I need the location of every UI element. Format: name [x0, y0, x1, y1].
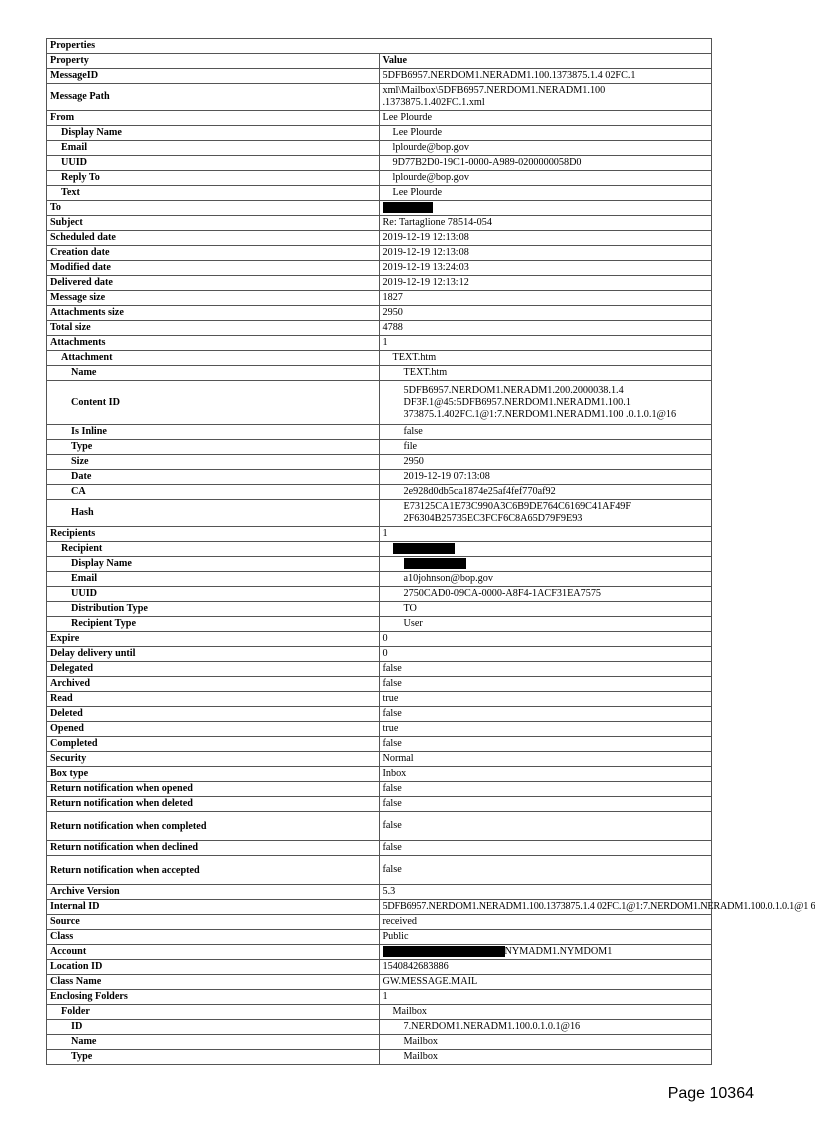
property-key: Total size [47, 321, 380, 336]
table-row [47, 662, 712, 677]
table-row [47, 291, 712, 306]
property-value: false [379, 662, 712, 677]
property-value: 2950 [379, 306, 712, 321]
property-value: 2019-12-19 12:13:08 [379, 231, 712, 246]
table-row [47, 930, 712, 945]
property-key: Archived [47, 677, 380, 692]
table-row [47, 84, 712, 111]
property-key: Date [47, 470, 380, 485]
property-key: Hash [47, 500, 380, 527]
property-key: Attachments size [47, 306, 380, 321]
table-row [47, 1020, 712, 1035]
table-row [47, 782, 712, 797]
table-row [47, 1035, 712, 1050]
property-value: Normal [379, 752, 712, 767]
property-value: true [379, 692, 712, 707]
property-key: Class [47, 930, 380, 945]
table-row [47, 632, 712, 647]
table-row [47, 425, 712, 440]
property-key: Text [47, 186, 380, 201]
property-key: From [47, 111, 380, 126]
table-row [47, 557, 712, 572]
property-key: Return notification when opened [47, 782, 380, 797]
table-row [47, 246, 712, 261]
property-key: UUID [47, 587, 380, 602]
redaction-box [393, 543, 455, 554]
header-property: Property [47, 54, 380, 69]
table-row [47, 306, 712, 321]
property-key: UUID [47, 156, 380, 171]
property-key: Email [47, 572, 380, 587]
table-row [47, 587, 712, 602]
table-row [47, 767, 712, 782]
property-value: 4788 [379, 321, 712, 336]
property-value: lplourde@bop.gov [379, 141, 712, 156]
property-key: Is Inline [47, 425, 380, 440]
page-number: Page 10364 [667, 1085, 754, 1102]
table-row [47, 186, 712, 201]
property-value: 5DFB6957.NERDOM1.NERADM1.100.1373875.1.4 02FC.1 [379, 69, 712, 84]
property-key: MessageID [47, 69, 380, 84]
property-value: false [379, 425, 712, 440]
table-row [47, 111, 712, 126]
table-row [47, 171, 712, 186]
property-key: CA [47, 485, 380, 500]
table-row [47, 856, 712, 885]
property-value: Lee Plourde [379, 126, 712, 141]
property-value: GW.MESSAGE.MAIL [379, 975, 712, 990]
property-value: 0 [379, 632, 712, 647]
property-value: 2019-12-19 07:13:08 [379, 470, 712, 485]
property-key: Reply To [47, 171, 380, 186]
property-value [379, 542, 712, 557]
property-value: false [379, 677, 712, 692]
property-value: 2e928d0db5ca1874e25af4fef770af92 [379, 485, 712, 500]
property-value: xml\Mailbox\5DFB6957.NERDOM1.NERADM1.100 .1373875.1.402FC.1.xml [379, 84, 712, 111]
property-key: Modified date [47, 261, 380, 276]
property-value [379, 201, 712, 216]
table-row [47, 336, 712, 351]
property-key: Folder [47, 1005, 380, 1020]
property-value: a10johnson@bop.gov [379, 572, 712, 587]
property-value: 2019-12-19 13:24:03 [379, 261, 712, 276]
property-key: Return notification when deleted [47, 797, 380, 812]
table-row [47, 261, 712, 276]
property-key: Account [47, 945, 380, 960]
redaction-box [383, 202, 433, 213]
table-row [47, 455, 712, 470]
property-value: Public [379, 930, 712, 945]
property-value [379, 381, 712, 425]
property-key: Return notification when completed [47, 812, 380, 841]
property-key: Attachments [47, 336, 380, 351]
property-value: 1 [379, 527, 712, 542]
table-row [47, 201, 712, 216]
table-row [47, 647, 712, 662]
property-value: file [379, 440, 712, 455]
table-row [47, 216, 712, 231]
table-row [47, 141, 712, 156]
table-row [47, 722, 712, 737]
property-value: received [379, 915, 712, 930]
property-key: Name [47, 1035, 380, 1050]
table-row [47, 841, 712, 856]
table-row [47, 542, 712, 557]
table-row [47, 960, 712, 975]
table-row [47, 752, 712, 767]
property-key: To [47, 201, 380, 216]
property-value: false [379, 856, 712, 885]
content-id-line: 373875.1.402FC.1@1:7.NERDOM1.NERADM1.100 .0.1.0.1@16 [403, 408, 677, 420]
table-row [47, 440, 712, 455]
property-value: false [379, 737, 712, 752]
property-key: ID [47, 1020, 380, 1035]
table-row [47, 602, 712, 617]
account-suffix: NYMADM1.NYMDOM1 [504, 946, 613, 957]
property-key: Return notification when declined [47, 841, 380, 856]
table-row [47, 797, 712, 812]
property-key: Recipients [47, 527, 380, 542]
property-key: Deleted [47, 707, 380, 722]
content-id-line: DF3F.1@45:5DFB6957.NERDOM1.NERADM1.100.1 [403, 396, 631, 408]
property-key: Scheduled date [47, 231, 380, 246]
property-key: Type [47, 440, 380, 455]
header-value: Value [379, 54, 712, 69]
property-key: Internal ID [47, 900, 380, 915]
table-title: Properties [47, 39, 712, 54]
property-key: Display Name [47, 557, 380, 572]
property-value: 9D77B2D0-19C1-0000-A989-0200000058D0 [379, 156, 712, 171]
property-value: 5DFB6957.NERDOM1.NERADM1.100.1373875.1.4 02FC.1@1:7.NERDOM1.NERADM1.100.0.1.0.1@1 6 [379, 900, 712, 915]
property-key: Enclosing Folders [47, 990, 380, 1005]
property-value [379, 945, 712, 960]
table-row [47, 812, 712, 841]
property-value: 5.3 [379, 885, 712, 900]
table-row [47, 1005, 712, 1020]
property-key: Display Name [47, 126, 380, 141]
property-value: Inbox [379, 767, 712, 782]
table-row [47, 572, 712, 587]
property-value: 7.NERDOM1.NERADM1.100.0.1.0.1@16 [379, 1020, 712, 1035]
property-value: false [379, 797, 712, 812]
table-row [47, 1050, 712, 1065]
property-value: Mailbox [379, 1005, 712, 1020]
table-row [47, 126, 712, 141]
table-row [47, 915, 712, 930]
property-value: false [379, 841, 712, 856]
property-value: 2950 [379, 455, 712, 470]
property-value: Lee Plourde [379, 186, 712, 201]
properties-table [46, 38, 815, 1065]
table-row [47, 900, 712, 915]
table-row [47, 945, 712, 960]
table-row [47, 707, 712, 722]
property-value: true [379, 722, 712, 737]
property-key: Location ID [47, 960, 380, 975]
property-value: false [379, 812, 712, 841]
property-key: Recipient Type [47, 617, 380, 632]
table-row [47, 885, 712, 900]
content-id-line: 5DFB6957.NERDOM1.NERADM1.200.2000038.1.4 [403, 384, 624, 396]
property-value: 1540842683886 [379, 960, 712, 975]
property-key: Subject [47, 216, 380, 231]
property-value: false [379, 782, 712, 797]
table-row [47, 527, 712, 542]
property-value: 2750CAD0-09CA-0000-A8F4-1ACF31EA7575 [379, 587, 712, 602]
property-key: Class Name [47, 975, 380, 990]
table-row [47, 677, 712, 692]
table-row [47, 381, 712, 425]
property-value: lplourde@bop.gov [379, 171, 712, 186]
property-key: Name [47, 366, 380, 381]
table-row [47, 366, 712, 381]
table-row [47, 351, 712, 366]
property-key: Delay delivery until [47, 647, 380, 662]
property-key: Recipient [47, 542, 380, 557]
property-key: Source [47, 915, 380, 930]
property-key: Box type [47, 767, 380, 782]
property-key: Message Path [47, 84, 380, 111]
property-value: Lee Plourde [379, 111, 712, 126]
redaction-box [383, 946, 505, 957]
property-value: 1 [379, 336, 712, 351]
property-value: Re: Tartaglione 78514-054 [379, 216, 712, 231]
table-row [47, 500, 712, 527]
table-row [47, 156, 712, 171]
property-key: Attachment [47, 351, 380, 366]
property-key: Creation date [47, 246, 380, 261]
property-key: Opened [47, 722, 380, 737]
table-row [47, 737, 712, 752]
property-value: User [379, 617, 712, 632]
property-key: Email [47, 141, 380, 156]
property-value: 1827 [379, 291, 712, 306]
property-value: Mailbox [379, 1035, 712, 1050]
property-value: 2019-12-19 12:13:08 [379, 246, 712, 261]
redaction-box [404, 558, 466, 569]
property-value: false [379, 707, 712, 722]
property-key: Size [47, 455, 380, 470]
table-row [47, 692, 712, 707]
property-key: Read [47, 692, 380, 707]
table-row [47, 470, 712, 485]
property-key: Distribution Type [47, 602, 380, 617]
property-key: Message size [47, 291, 380, 306]
property-key: Archive Version [47, 885, 380, 900]
property-key: Content ID [47, 381, 380, 425]
property-value: TO [379, 602, 712, 617]
property-value: 2019-12-19 12:13:12 [379, 276, 712, 291]
property-key: Delivered date [47, 276, 380, 291]
property-key: Completed [47, 737, 380, 752]
property-value: E73125CA1E73C990A3C6B9DE764C6169C41AF49F 2F6304B25735EC3FCF6C8A65D79F9E93 [379, 500, 712, 527]
table-row [47, 485, 712, 500]
property-key: Expire [47, 632, 380, 647]
table-row [47, 321, 712, 336]
table-row [47, 617, 712, 632]
table-row [47, 69, 712, 84]
property-value: 1 [379, 990, 712, 1005]
property-key: Security [47, 752, 380, 767]
property-key: Type [47, 1050, 380, 1065]
property-value: Mailbox [379, 1050, 712, 1065]
table-row [47, 276, 712, 291]
property-value: TEXT.htm [379, 351, 712, 366]
property-key: Delegated [47, 662, 380, 677]
property-value: 0 [379, 647, 712, 662]
property-key: Return notification when accepted [47, 856, 380, 885]
property-value: TEXT.htm [379, 366, 712, 381]
table-row [47, 975, 712, 990]
table-row [47, 990, 712, 1005]
property-value [379, 557, 712, 572]
table-row [47, 231, 712, 246]
